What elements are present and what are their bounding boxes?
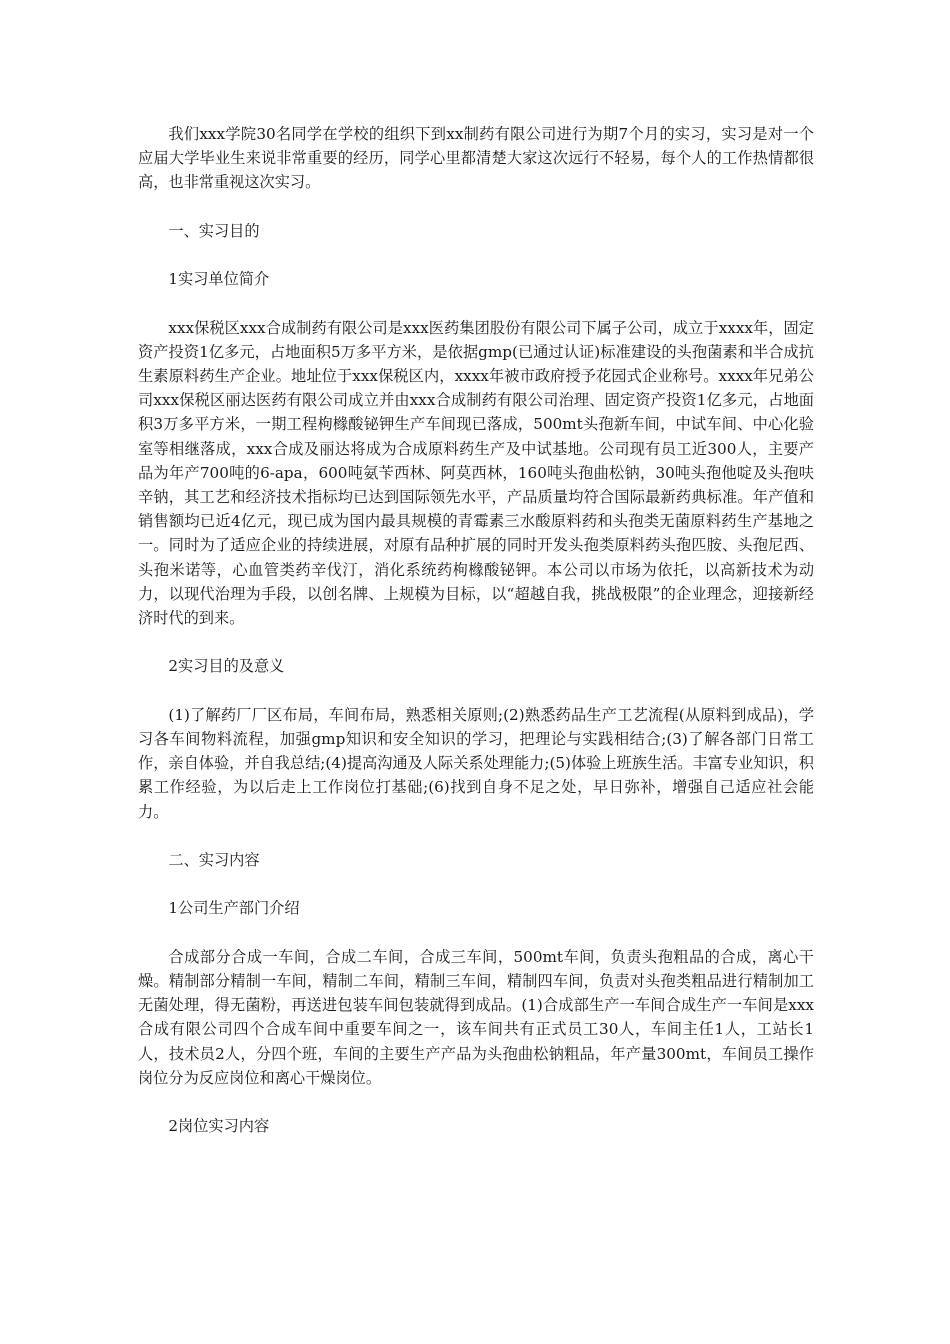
subheading-production-dept: 1公司生产部门介绍: [168, 899, 300, 918]
subheading-purpose-meaning: 2实习目的及意义: [168, 657, 285, 676]
production-dept-paragraph: 合成部分合成一车间，合成二车间，合成三车间，500mt车间，负责头孢粗品的合成，离心干燥。精制部分精制一车间，精制二车间，精制三车间，精制四车间，负责对头孢类粗品进行精制加工无菌处理，得无菌粉，再送进包装车间包装就得到成品。(1)合成部生产一车间合成生产一车间是xxx合成有限公司四个合成车间中重要车间之一，该车间共有正式员工30人，车间主任1人，工站长1人，技术员2人，分四个班，车间的主要生产产品为头孢曲松钠粗品，年产量300mt，车间员工操作岗位分为反应岗位和离心干燥岗位。: [138, 947, 814, 1087]
intro-paragraph: 我们xxx学院30名同学在学校的组织下到xx制药有限公司进行为期7个月的实习，实习是对一个应届大学毕业生来说非常重要的经历，同学心里都清楚大家这次远行不轻易，每个人的工作热情都很高，也非常重视这次实习。: [138, 125, 814, 192]
company-intro-paragraph: xxx保税区xxx合成制药有限公司是xxx医药集团股份有限公司下属子公司，成立于xxxx年，固定资产投资1亿多元，占地面积5万多平方米，是依据gmp(已通过认证)标准建设的头孢菌素和半合成抗生素原料药生产企业。地址位于xxx保税区内，xxxx年被市政府授予花园式企业称号。xxxx年兄弟公司xxx保税区丽达医药有限公司成立并由xxx合成制药有限公司治理、固定资产投资1亿多元，占地面积3万多平方米，一期工程枸橼酸铋钾生产车间现已落成，500mt头孢新车间，中试车间、中心化验室等相继落成，xxx合成及丽达将成为合成原料药生产及中试基地。公司现有员工近300人，主要产品为年产700吨的6-apa，600吨氨苄西林、阿莫西林，160吨头孢曲松钠，30吨头孢他啶及头孢呋辛钠，其工艺和经济技术指标均已达到国际领先水平，产品质量均符合国际最新药典标准。年产值和销售额均已近4亿元，现已成为国内最具规模的青霉素三水酸原料药和头孢类无菌原料药生产基地之一。同时为了适应企业的持续进展，对原有品种扩展的同时开发头孢类原料药头孢匹胺、头孢尼西、头孢米诺等，心血管类药辛伐汀，消化系统药枸橼酸铋钾。本公司以市场为依托，以高新技术为动力，以现代治理为手段，以创名牌、上规模为目标，以“超越自我，挑战极限”的企业理念，迎接新经济时代的到来。: [138, 318, 814, 628]
purpose-meaning-paragraph: (1)了解药厂厂区布局，车间布局，熟悉相关原则;(2)熟悉药品生产工艺流程(从原料到成品)，学习各车间物料流程，加强gmp知识和安全知识的学习，把理论与实践相结合;(3)了解各部门日常工作，亲自体验，并自我总结;(4)提高沟通及人际关系处理能力;(5)体验上班族生活。丰富专业知识，积累工作经验，为以后走上工作岗位打基础;(6)找到自身不足之处，早日弥补，增强自己适应社会能力。: [138, 705, 814, 821]
subheading-post-content: 2岗位实习内容: [168, 1117, 270, 1136]
document-page: [138, 122, 814, 1163]
section-heading-purpose: 一、实习目的: [168, 221, 260, 240]
section-heading-content: 二、实习内容: [168, 851, 260, 869]
subheading-company-intro: 1实习单位简介: [168, 270, 270, 289]
